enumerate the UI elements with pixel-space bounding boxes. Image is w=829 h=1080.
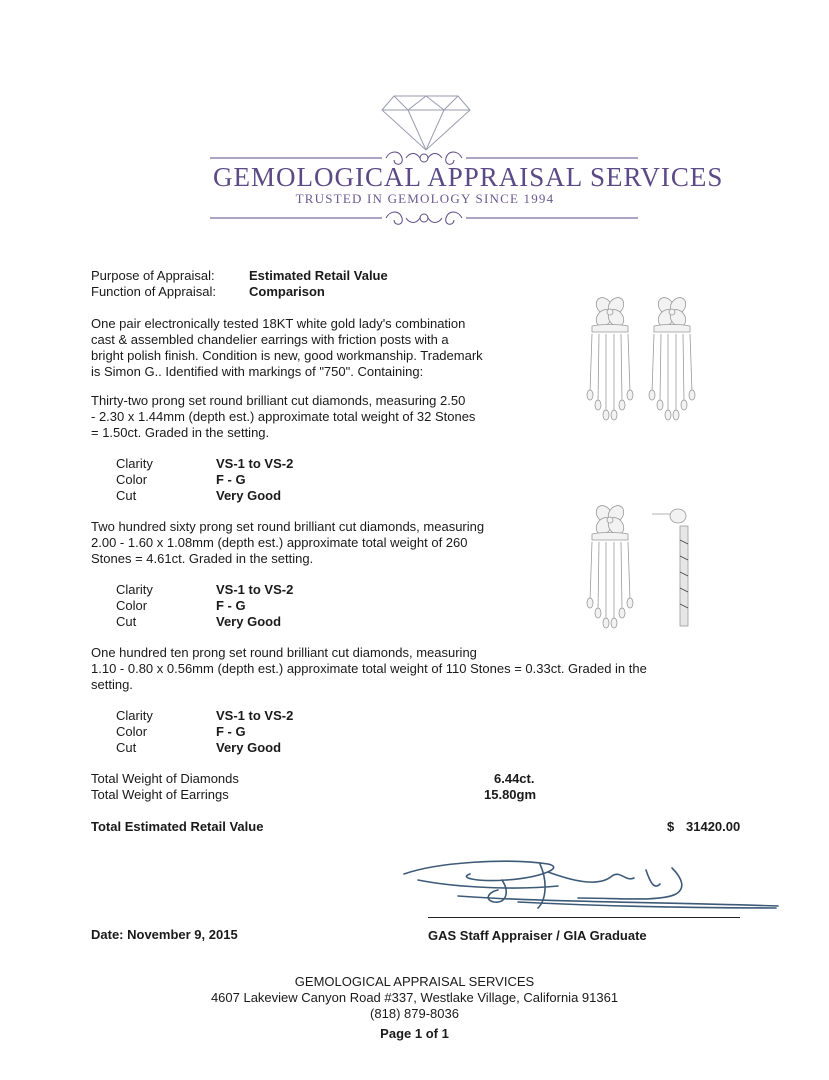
total-earrings-label: Total Weight of Earrings (91, 787, 229, 802)
function-label: Function of Appraisal: (91, 284, 217, 299)
clarity-value: VS-1 to VS-2 (216, 582, 294, 597)
clarity-label: Clarity (116, 582, 153, 597)
clarity-label: Clarity (116, 456, 153, 471)
appraisal-date: Date: November 9, 2015 (91, 927, 238, 942)
description-line: One pair electronically tested 18KT white gold lady's combination (91, 316, 466, 331)
color-value: F - G (216, 724, 246, 739)
function-value: Comparison (249, 284, 325, 299)
stone-line: 1.10 - 0.80 x 0.56mm (depth est.) approximate total weight of 110 Stones = 0.33ct. Graded in the (91, 661, 647, 676)
company-tagline: TRUSTED IN GEMOLOGY SINCE 1994 (295, 191, 555, 206)
cut-label: Cut (116, 488, 137, 503)
stone-line: One hundred ten prong set round brilliant cut diamonds, measuring (91, 645, 477, 660)
stone-group-2-description (91, 519, 551, 567)
stone-group-3-description (91, 645, 711, 693)
diamond-logo-icon (380, 92, 472, 152)
description-line: bright polish finish. Condition is new, good workmanship. Trademark (91, 348, 483, 363)
clarity-value: VS-1 to VS-2 (216, 708, 294, 723)
total-retail-label: Total Estimated Retail Value (91, 819, 264, 834)
total-retail-value: 31420.00 (686, 819, 741, 834)
color-label: Color (116, 472, 148, 487)
footer-company: GEMOLOGICAL APPRAISAL SERVICES (294, 974, 535, 989)
stone-line: = 1.50ct. Graded in the setting. (91, 425, 270, 440)
currency-symbol: $ (667, 819, 675, 834)
total-diamonds-label: Total Weight of Diamonds (91, 771, 239, 786)
stone-group-3-grades (116, 708, 293, 756)
stone-line: - 2.30 x 1.44mm (depth est.) approximate total weight of 32 Stones (91, 409, 476, 424)
company-title: GEMOLOGICAL APPRAISAL SERVICES (213, 162, 724, 192)
purpose-label: Purpose of Appraisal: (91, 268, 215, 283)
appraiser-signature-icon (398, 852, 783, 922)
stone-group-1-description (91, 393, 551, 441)
description-line: is Simon G.. Identified with markings of "750". Containing: (91, 364, 424, 379)
cut-value: Very Good (216, 488, 282, 503)
total-earrings-value: 15.80gm (484, 787, 537, 802)
cut-value: Very Good (216, 740, 282, 755)
signature-line (428, 917, 740, 918)
page-number: Page 1 of 1 (380, 1026, 449, 1041)
description-line: cast & assembled chandelier earrings with friction posts with a (91, 332, 449, 347)
total-diamonds-value: 6.44ct. (494, 771, 535, 786)
purpose-value: Estimated Retail Value (249, 268, 388, 283)
cut-label: Cut (116, 614, 137, 629)
color-label: Color (116, 724, 148, 739)
stone-line: Thirty-two prong set round brilliant cut diamonds, measuring 2.50 (91, 393, 466, 408)
footer-phone: (818) 879-8036 (370, 1006, 459, 1021)
color-value: F - G (216, 472, 246, 487)
color-label: Color (116, 598, 148, 613)
color-value: F - G (216, 598, 246, 613)
stone-line: 2.00 - 1.60 x 1.08mm (depth est.) approximate total weight of 260 (91, 535, 468, 550)
clarity-label: Clarity (116, 708, 153, 723)
stone-line: Two hundred sixty prong set round brilliant cut diamonds, measuring (91, 519, 485, 534)
cut-value: Very Good (216, 614, 282, 629)
footer-address: 4607 Lakeview Canyon Road #337, Westlake Village, California 91361 (210, 990, 619, 1005)
earrings-front-photo (582, 292, 704, 428)
header-ornament-bottom (210, 206, 638, 230)
cut-label: Cut (116, 740, 137, 755)
stone-group-1-grades (116, 456, 293, 504)
stone-group-2-grades (116, 582, 293, 630)
earrings-side-photo (582, 500, 704, 634)
appraiser-title: GAS Staff Appraiser / GIA Graduate (428, 928, 647, 943)
stone-line: Stones = 4.61ct. Graded in the setting. (91, 551, 314, 566)
item-description (91, 316, 551, 380)
clarity-value: VS-1 to VS-2 (216, 456, 294, 471)
stone-line: setting. (91, 677, 133, 692)
